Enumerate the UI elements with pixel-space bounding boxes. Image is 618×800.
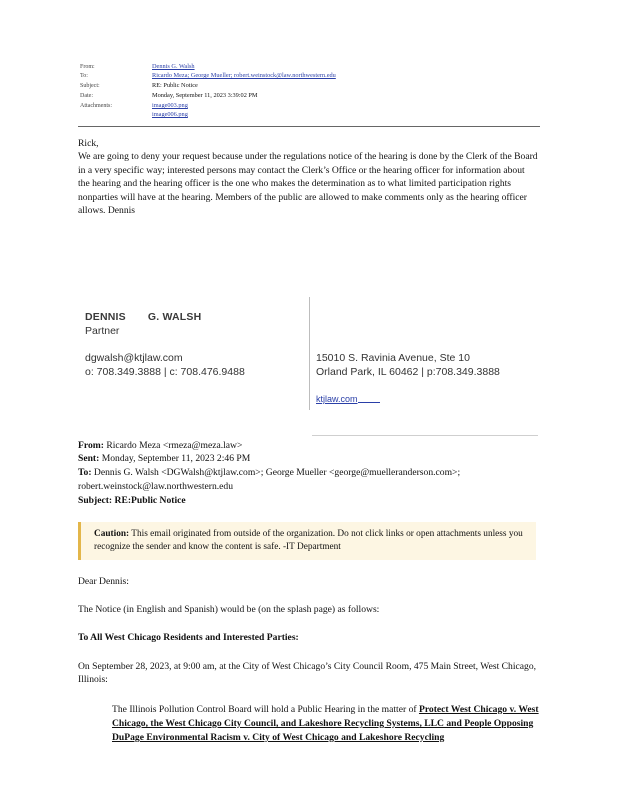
attachment-link[interactable]: image006.png	[152, 111, 188, 118]
letter-date-paragraph: On September 28, 2023, at 9:00 am, at the City of West Chicago’s City Council Room, 475 Main Street, West Chicago, Illinois:	[78, 661, 537, 686]
caution-text	[94, 528, 534, 554]
letter-hearing-lead: The Illinois Pollution Control Board will hold a Public Hearing in the matter of	[112, 704, 419, 715]
header-attachments-label: Attachments:	[80, 103, 112, 109]
signature-address-line-1: 15010 S. Ravinia Avenue, Ste 10	[316, 352, 470, 364]
reply-paragraph: We are going to deny your request because under the regulations notice of the hearing is done by the Clerk of the Board in a very specific way; interested persons may contact the Clerk’s Office or the hearing officer for information about the hearing and the hearing officer is the one who makes the determination as to what limited participation rights nonparties will have at the hearing. Members of the public are allowed to make comments only as the hearing officer allows. Dennis	[78, 151, 538, 217]
letter-intro: The Notice (in English and Spanish) would be (on the splash page) as follows:	[78, 604, 380, 615]
letter-salutation: Dear Dennis:	[78, 576, 129, 587]
header-to-row	[80, 72, 336, 80]
reply-body	[78, 137, 538, 217]
forward-subject-row	[78, 494, 186, 507]
caution-banner	[78, 522, 536, 560]
header-date-value: Monday, September 11, 2023 3:39:02 PM	[152, 92, 258, 99]
forward-subject-label: Subject:	[78, 495, 113, 506]
header-date-row	[80, 92, 258, 100]
signature-address-line-2: Orland Park, IL 60462 | p:708.349.3888	[316, 366, 500, 378]
header-date-label: Date:	[80, 93, 93, 99]
header-from-row	[80, 63, 195, 71]
forward-from-value: Ricardo Meza <rmeza@meza.law>	[106, 440, 243, 451]
header-to-value[interactable]: Ricardo Meza; George Mueller; robert.weinstock@law.northwestern.edu	[152, 72, 336, 79]
caution-message: This email originated from outside of the organization. Do not click links or open attachments unless you recognize the sender and know the content is safe. -IT Department	[94, 529, 523, 553]
signature-divider	[309, 297, 310, 410]
signature-website-link[interactable]: ktjlaw.com	[316, 394, 380, 404]
signature-email[interactable]: dgwalsh@ktjlaw.com	[85, 352, 183, 364]
forward-sent-row	[78, 452, 250, 465]
caution-label: Caution:	[94, 529, 130, 539]
attachment-link[interactable]: image003.png	[152, 102, 188, 109]
forward-to-row-cont: robert.weinstock@law.northwestern.edu	[78, 481, 234, 492]
signature-first-name: DENNIS	[85, 311, 126, 323]
header-subject-label: Subject:	[80, 83, 100, 89]
header-to-label: To:	[80, 73, 88, 79]
signature-name	[85, 311, 201, 323]
forward-to-row	[78, 466, 460, 479]
forward-sent-value: Monday, September 11, 2023 2:46 PM	[101, 453, 251, 464]
letter-heading-text: To All West Chicago Residents and Interested Parties:	[78, 632, 299, 643]
header-subject-row	[80, 82, 198, 90]
signature-phones: o: 708.349.3888 | c: 708.476.9488	[85, 366, 245, 378]
header-attachments-row-2	[80, 111, 188, 119]
reply-greeting: Rick,	[78, 138, 99, 149]
forward-from-row	[78, 439, 242, 452]
signature-title: Partner	[85, 325, 120, 337]
forward-sent-label: Sent:	[78, 453, 100, 464]
forward-to-label: To:	[78, 467, 92, 478]
signature-last-name: G. WALSH	[147, 311, 202, 323]
forward-divider	[312, 435, 538, 436]
letter-hearing-paragraph	[112, 703, 540, 745]
header-subject-value: RE: Public Notice	[152, 82, 198, 89]
header-attachments-row	[80, 102, 188, 110]
header-from-value[interactable]: Dennis G. Walsh	[152, 63, 195, 70]
letter-heading	[78, 631, 540, 644]
header-divider	[78, 126, 540, 127]
forward-subject-value: RE:Public Notice	[114, 495, 186, 506]
forward-to-value: Dennis G. Walsh <DGWalsh@ktjlaw.com>; George Mueller <george@muelleranderson.com>;	[93, 467, 461, 478]
letter-case-caption: Protect West Chicago v. West Chicago, the West Chicago City Council, and Lakeshore Recycling Systems, LLC and People Opposing DuPage Environmental Racism v. City of West Chicago and Lakeshore Recycling	[112, 704, 539, 743]
forward-from-label: From:	[78, 440, 104, 451]
header-from-label: From:	[80, 64, 95, 70]
